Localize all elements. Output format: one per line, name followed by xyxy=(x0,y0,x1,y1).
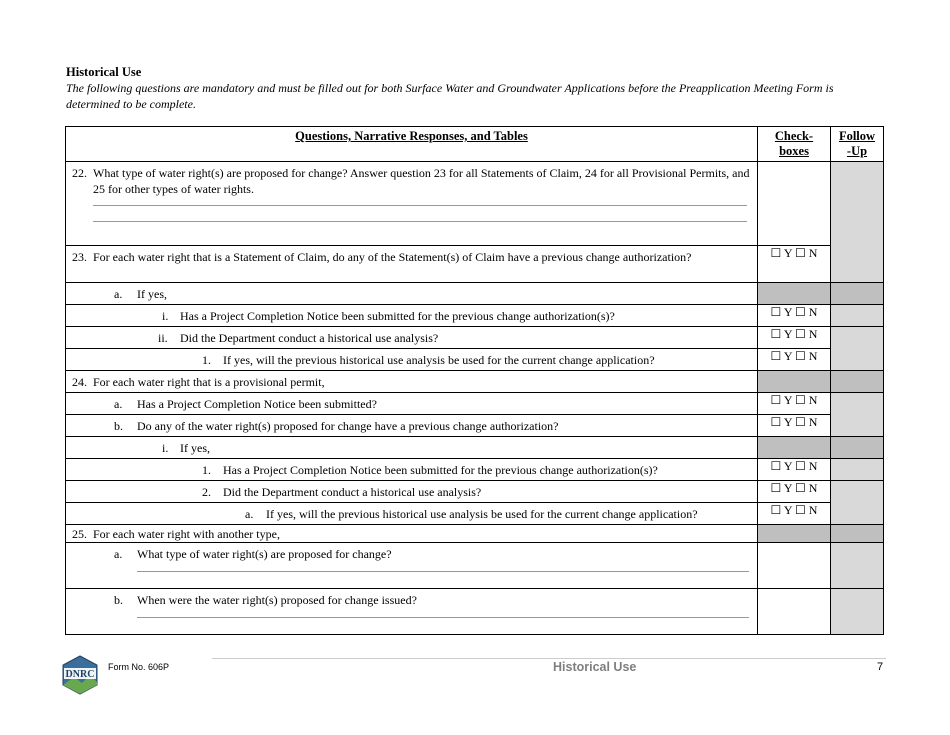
question-24: 24. For each water right that is a provisional permit, xyxy=(66,371,758,393)
question-23a: a. If yes, xyxy=(66,283,758,305)
question-22: 22. What type of water right(s) are proposed for change? Answer question 23 for all Statements of Claim, 24 for all Provisional Permits, and 25 for other types of water rights. xyxy=(66,162,758,246)
question-24b-i-1: 1. Has a Project Completion Notice been submitted for the previous change authorization(s)? xyxy=(66,459,758,481)
header-checkboxes: Check- boxes xyxy=(758,127,831,162)
question-24b: b. Do any of the water right(s) proposed for change have a previous change authorization? xyxy=(66,415,758,437)
followup-cell xyxy=(831,589,884,635)
answer-cell xyxy=(758,543,831,589)
followup-cell xyxy=(831,481,884,525)
question-25: 25. For each water right with another type, xyxy=(66,525,758,543)
answer-line[interactable] xyxy=(137,617,749,618)
yes-no-checkbox[interactable]: ☐ Y ☐ N xyxy=(758,305,831,327)
yes-no-checkbox[interactable]: ☐ Y ☐ N xyxy=(758,459,831,481)
question-24b-i-2-a: a. If yes, will the previous historical use analysis be used for the current change application? xyxy=(66,503,758,525)
question-23a-i: i. Has a Project Completion Notice been submitted for the previous change authorization(s)? xyxy=(66,305,758,327)
header-questions: Questions, Narrative Responses, and Tables xyxy=(66,127,758,162)
question-24b-i-2: 2. Did the Department conduct a historical use analysis? xyxy=(66,481,758,503)
answer-line[interactable] xyxy=(137,571,749,572)
section-title: Historical Use xyxy=(66,65,142,79)
yes-no-checkbox[interactable]: ☐ Y ☐ N xyxy=(758,481,831,503)
yes-no-checkbox[interactable]: ☐ Y ☐ N xyxy=(758,246,831,283)
followup-cell xyxy=(831,393,884,437)
answer-line[interactable] xyxy=(93,205,747,206)
followup-cell xyxy=(831,327,884,371)
followup-cell xyxy=(831,459,884,481)
question-23: 23. For each water right that is a Statement of Claim, do any of the Statement(s) of Claim have a previous change authorization? xyxy=(66,246,758,283)
footer-divider xyxy=(212,658,886,659)
yes-no-checkbox[interactable]: ☐ Y ☐ N xyxy=(758,393,831,415)
form-number: Form No. 606P xyxy=(108,662,170,672)
yes-no-checkbox[interactable]: ☐ Y ☐ N xyxy=(758,327,831,349)
yes-no-checkbox[interactable]: ☐ Y ☐ N xyxy=(758,415,831,437)
yes-no-checkbox[interactable]: ☐ Y ☐ N xyxy=(758,503,831,525)
question-23a-ii-1: 1. If yes, will the previous historical use analysis be used for the current change application? xyxy=(66,349,758,371)
yes-no-checkbox[interactable]: ☐ Y ☐ N xyxy=(758,349,831,371)
answer-line[interactable] xyxy=(93,221,747,222)
question-24b-i: i. If yes, xyxy=(66,437,758,459)
question-25a: a. What type of water right(s) are proposed for change? xyxy=(66,543,758,589)
section-description: The following questions are mandatory and must be filled out for both Surface Water and Groundwater Applications before the Preapplication Meeting Form is determined to be complete. xyxy=(66,81,834,111)
question-24a: a. Has a Project Completion Notice been submitted? xyxy=(66,393,758,415)
svg-text:DNRC: DNRC xyxy=(65,669,95,680)
question-23a-ii: ii. Did the Department conduct a historical use analysis? xyxy=(66,327,758,349)
questions-table xyxy=(65,126,884,635)
followup-cell xyxy=(831,543,884,589)
followup-cell xyxy=(831,162,884,283)
page-number: 7 xyxy=(877,661,884,673)
answer-cell xyxy=(758,589,831,635)
checkbox-cell xyxy=(758,162,831,246)
footer-title: Historical Use xyxy=(553,660,637,674)
followup-cell xyxy=(831,305,884,327)
dnrc-logo-icon xyxy=(60,655,100,695)
header-followup: Follow -Up xyxy=(831,127,884,162)
question-25b: b. When were the water right(s) proposed for change issued? xyxy=(66,589,758,635)
